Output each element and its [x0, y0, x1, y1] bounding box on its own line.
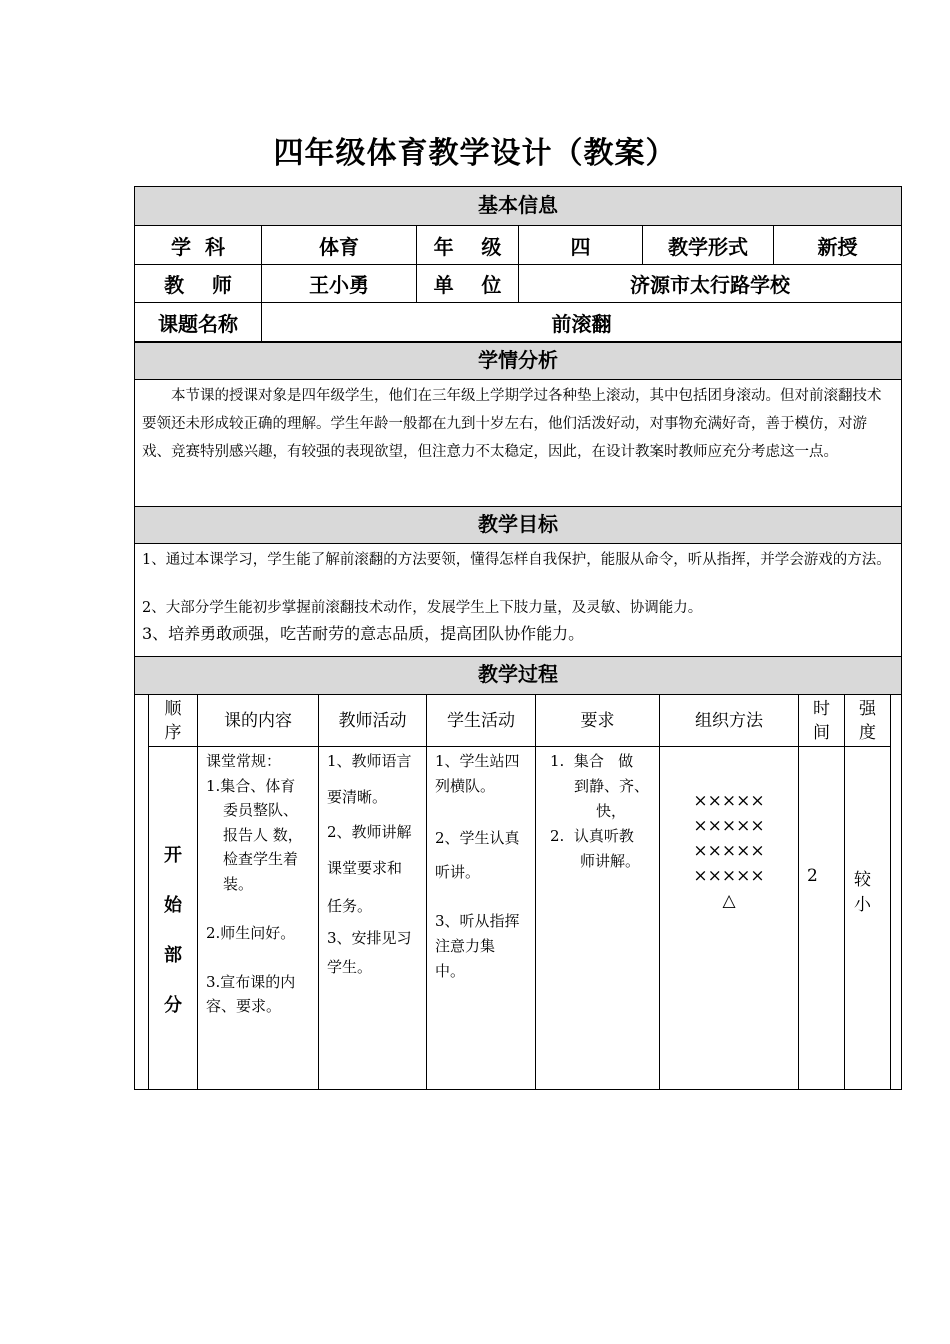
form-label: 教学形式	[643, 226, 774, 264]
grade-value: 四	[519, 226, 643, 264]
time-value: 2	[807, 866, 818, 886]
content-line: 2.师生问好。	[206, 923, 296, 942]
teacher-value: 王小勇	[262, 265, 417, 302]
header-require: 要求	[536, 695, 660, 746]
content-line: 课堂常规：	[206, 752, 282, 770]
require-line: 到静、齐、	[574, 777, 650, 795]
require-line: 1. 集合 做	[550, 752, 634, 770]
subject-label: 学 科	[135, 226, 262, 264]
require-cell	[536, 747, 660, 1089]
content-line: 3.宣布课的内	[206, 972, 296, 991]
intensity-cell	[845, 747, 890, 1089]
require-line: 师讲解。	[580, 852, 641, 870]
goal-item-3: 3、培养勇敢顽强，吃苦耐劳的意志品质，提高团队协作能力。	[142, 624, 585, 643]
section-goals	[134, 506, 902, 544]
teacher-line: 课堂要求和	[327, 859, 403, 877]
formation-row: ×××××	[693, 816, 765, 836]
process-right-line	[890, 695, 891, 1090]
teacher-line: 学生。	[327, 958, 373, 976]
student-cell	[427, 747, 536, 1089]
subject-value: 体育	[262, 226, 417, 264]
intensity-char: 小	[854, 895, 871, 915]
student-line: 1、学生站四	[435, 752, 520, 770]
teacher-line: 2、教师讲解	[327, 823, 412, 841]
section-analysis-label: 学情分析	[478, 348, 558, 372]
goal-item-2: 2、大部分学生能初步掌握前滚翻技术动作，发展学生上下肢力量，及灵敏、协调能力。	[142, 600, 703, 616]
topic-label: 课题名称	[135, 303, 262, 341]
teacher-cell	[319, 747, 427, 1089]
header-teacher: 教师活动	[319, 695, 427, 746]
border-left	[134, 380, 135, 1090]
require-line: 2. 认真听教	[550, 827, 634, 845]
section-basic-info-label: 基本信息	[478, 193, 558, 217]
unit-value: 济源市太行路学校	[630, 273, 790, 297]
content-line: 委员整队、	[223, 801, 299, 819]
header-content: 课的内容	[198, 695, 319, 746]
header-order: 顺序	[149, 695, 198, 746]
form-value: 新授	[817, 234, 858, 259]
student-line: 2、学生认真	[435, 829, 520, 847]
phase-char: 始	[164, 895, 182, 916]
section-analysis	[134, 342, 902, 380]
header-student: 学生活动	[427, 695, 536, 746]
header-time: 时间	[799, 695, 845, 746]
basic-row-2	[134, 265, 902, 303]
student-line: 听讲。	[435, 863, 481, 881]
content-line	[206, 896, 318, 921]
formation-row: ×××××	[693, 866, 765, 886]
section-basic-info	[134, 186, 902, 226]
teacher-line: 3、安排见习	[327, 929, 412, 947]
student-line: 中。	[435, 962, 466, 980]
student-line	[435, 799, 535, 821]
teacher-position-icon: △	[722, 891, 736, 911]
student-line: 3、听从指挥	[435, 912, 520, 930]
content-line: 检查学生着	[223, 850, 299, 868]
formation-row: ×××××	[693, 841, 765, 861]
teacher-line: 1、教师语言	[327, 752, 412, 770]
time-cell	[799, 747, 845, 1089]
content-line: 装。	[223, 874, 254, 893]
teacher-line: 任务。	[327, 897, 373, 915]
section-process-label: 教学过程	[478, 662, 558, 686]
basic-row-1	[134, 226, 902, 265]
intensity-char: 较	[854, 870, 871, 890]
unit-label: 单 位	[417, 265, 519, 302]
student-line: 列横队。	[435, 777, 496, 795]
content-line: 1.集合、体育	[206, 776, 296, 795]
phase-char: 部	[164, 945, 182, 966]
content-line: 报告人 数，	[223, 825, 303, 844]
phase-char: 分	[164, 995, 182, 1016]
require-line: 快，	[596, 802, 627, 820]
border-right	[901, 380, 902, 1090]
basic-row-3	[134, 303, 902, 342]
section-process	[134, 656, 902, 695]
content-cell	[198, 747, 319, 1089]
section-goals-label: 教学目标	[478, 512, 558, 536]
student-line: 注意力集	[435, 937, 496, 955]
content-line	[206, 945, 318, 970]
process-table-bottom	[134, 1089, 902, 1090]
student-line	[435, 889, 535, 909]
goal-item-1: 1、通过本课学习，学生能了解前滚翻的方法要领，懂得怎样自我保护，能服从命令，听从指挥，并学会游戏的方法。	[142, 552, 891, 568]
header-organize: 组织方法	[660, 695, 799, 746]
teacher-label: 教 师	[135, 265, 262, 302]
teacher-line: 要清晰。	[327, 788, 388, 806]
document-title: 四年级体育教学设计（教案）	[273, 136, 677, 171]
phase-char: 开	[164, 845, 182, 866]
topic-value: 前滚翻	[551, 311, 612, 336]
grade-label: 年 级	[417, 226, 519, 264]
organize-cell	[660, 747, 799, 1089]
header-intensity: 强度	[859, 698, 876, 743]
formation-row: ×××××	[693, 791, 765, 811]
analysis-text: 本节课的授课对象是四年级学生，他们在三年级上学期学过各种垫上滚动，其中包括团身滚动。但对前滚翻技术要领还未形成较正确的理解。学生年龄一般都在九到十岁左右，他们活泼好动，对事物充满好奇，善于模仿，对游戏、竞赛特别感兴趣，有较强的表现欲望，但注意力不太稳定，因此，在设计教案时教师应充分考虑这一点。	[142, 388, 882, 460]
content-line: 容、要求。	[206, 997, 282, 1015]
phase-cell	[149, 747, 198, 1089]
